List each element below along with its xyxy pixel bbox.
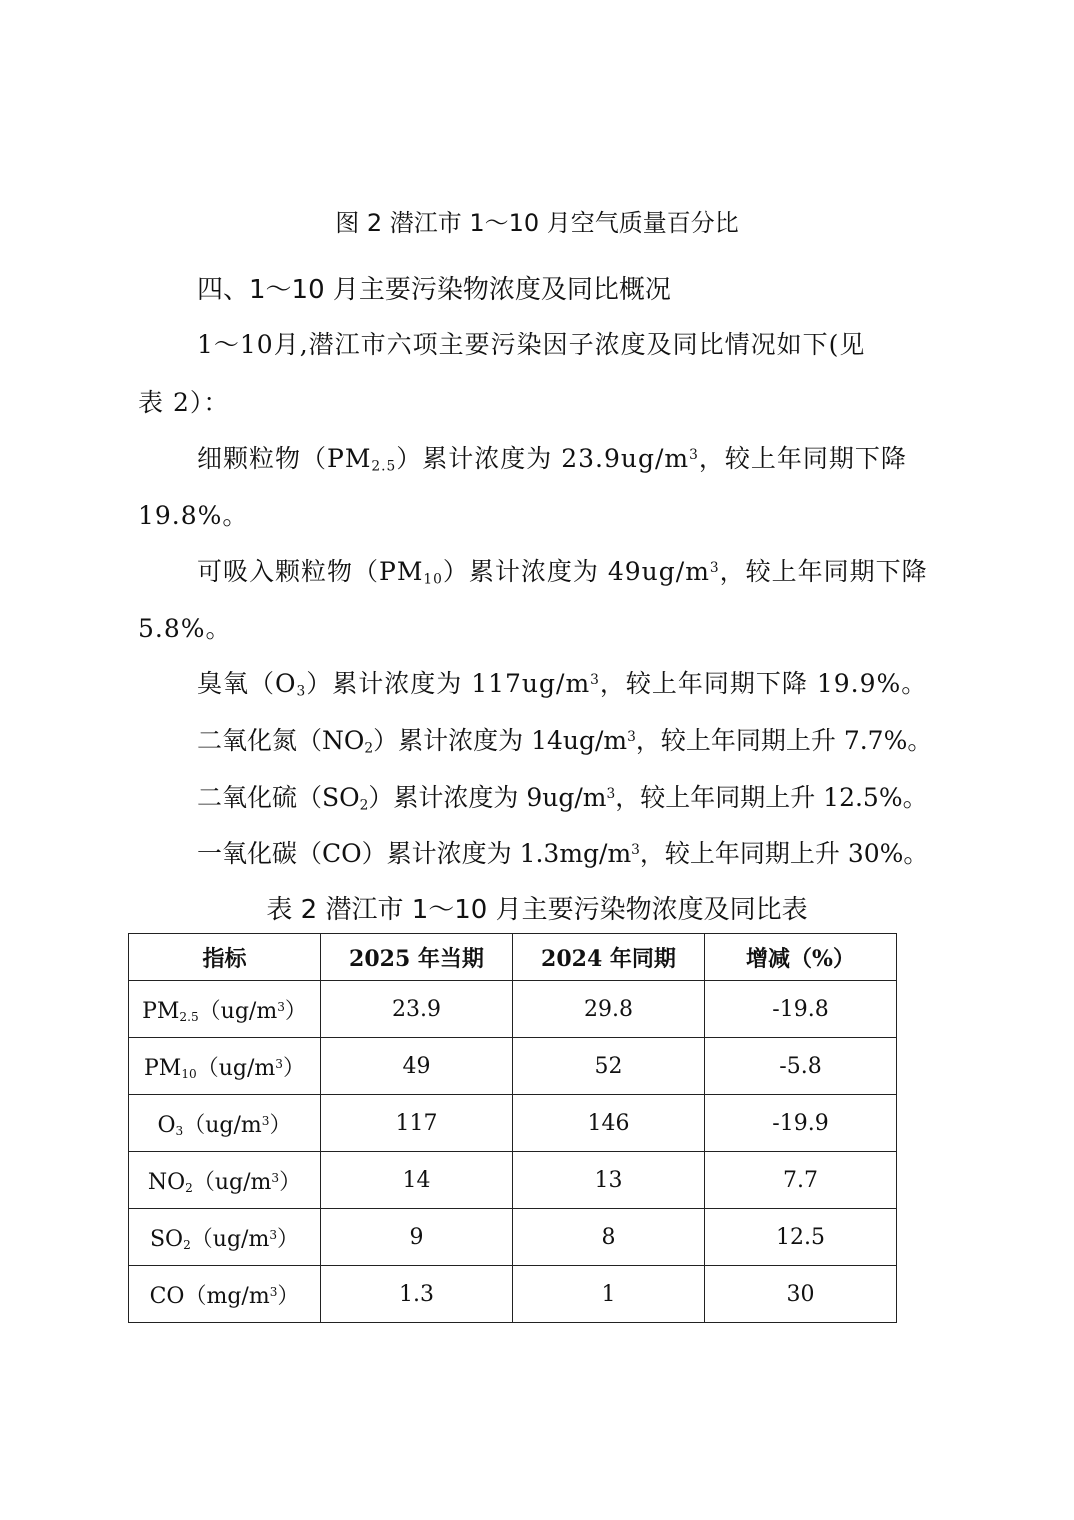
so2-middle: ）累计浓度为 9ug/m	[368, 783, 607, 812]
change-cell: 30	[705, 1266, 897, 1323]
so2-paragraph	[197, 778, 928, 814]
current-cell: 117	[321, 1095, 513, 1152]
pm25-sub: 2.5	[371, 458, 397, 475]
pm25-suffix: ，较上年同期下降	[698, 444, 907, 473]
figure-caption: 图 2 潜江市 1～10 月空气质量百分比	[335, 209, 739, 237]
pm25-prefix: 细颗粒物（PM	[197, 444, 372, 473]
o3-suffix: ，较上年同期下降 19.9%。	[599, 669, 928, 698]
current-cell: 1.3	[321, 1266, 513, 1323]
pm25-sup: 3	[689, 446, 699, 463]
pm10-suffix: ，较上年同期下降	[719, 557, 928, 586]
header-previous: 2024 年同期	[513, 934, 705, 981]
indicator-cell: $PM_{2.5}(ug/m^3)$	[129, 981, 321, 1038]
current-cell: 9	[321, 1209, 513, 1266]
change-cell: -5.8	[705, 1038, 897, 1095]
header-change: 增减（%）	[705, 934, 897, 981]
no2-suffix: ，较上年同期上升 7.7%。	[635, 726, 933, 755]
co-prefix: 一氧化碳（CO）累计浓度为 1.3mg/m	[197, 839, 632, 868]
so2-sub: 2	[359, 797, 369, 814]
previous-cell: 29.8	[513, 981, 705, 1038]
change-cell: -19.9	[705, 1095, 897, 1152]
o3-paragraph	[197, 664, 927, 700]
no2-sup: 3	[627, 728, 636, 745]
so2-sup: 3	[606, 785, 616, 802]
pm10-middle: ）累计浓度为 49ug/m	[442, 557, 710, 586]
no2-middle: ）累计浓度为 14ug/m	[373, 726, 628, 755]
change-cell: 12.5	[705, 1209, 897, 1266]
no2-prefix: 二氧化氮（NO	[197, 726, 365, 755]
pm10-sub: 10	[423, 571, 443, 588]
table-header-row	[129, 934, 897, 981]
header-current: 2025 年当期	[321, 934, 513, 981]
pm10-prefix: 可吸入颗粒物（PM	[197, 557, 424, 586]
previous-cell: 52	[513, 1038, 705, 1095]
o3-sub: 3	[296, 683, 307, 700]
current-cell: 49	[321, 1038, 513, 1095]
co-paragraph	[197, 834, 928, 870]
table-row	[129, 1038, 897, 1095]
no2-paragraph	[197, 721, 932, 757]
o3-prefix: 臭氧（O	[197, 669, 297, 698]
pm25-middle: ）累计浓度为 23.9ug/m	[396, 444, 690, 473]
intro-line-1: 1～10月,潜江市六项主要污染因子浓度及同比情况如下(见	[197, 330, 866, 359]
indicator-cell: $CO(mg/m^3)$	[129, 1266, 321, 1323]
indicator-cell: $PM_{10}(ug/m^3)$	[129, 1038, 321, 1095]
pm10-sup: 3	[709, 559, 720, 576]
previous-cell: 13	[513, 1152, 705, 1209]
so2-prefix: 二氧化硫（SO	[197, 783, 360, 812]
previous-cell: 1	[513, 1266, 705, 1323]
pm10-line-2: 5.8%。	[138, 614, 232, 643]
intro-line-2: 表 2）：	[138, 388, 230, 417]
pm10-paragraph	[197, 552, 928, 588]
table-row	[129, 1095, 897, 1152]
change-cell: -19.8	[705, 981, 897, 1038]
so2-suffix: ，较上年同期上升 12.5%。	[615, 783, 928, 812]
previous-cell: 8	[513, 1209, 705, 1266]
o3-middle: ）累计浓度为 117ug/m	[306, 669, 591, 698]
o3-sup: 3	[590, 671, 600, 688]
co-sup: 3	[631, 841, 640, 858]
pollutant-table	[128, 933, 897, 1323]
header-indicator: 指标	[129, 934, 321, 981]
table-row	[129, 1152, 897, 1209]
previous-cell: 146	[513, 1095, 705, 1152]
indicator-cell: $O_3(ug/m^3)$	[129, 1095, 321, 1152]
co-suffix: ，较上年同期上升 30%。	[639, 839, 929, 868]
current-cell: 14	[321, 1152, 513, 1209]
pm25-paragraph	[197, 439, 907, 475]
indicator-cell: $SO_2(ug/m^3)$	[129, 1209, 321, 1266]
indicator-cell: $NO_2(ug/m^3)$	[129, 1152, 321, 1209]
current-cell: 23.9	[321, 981, 513, 1038]
change-cell: 7.7	[705, 1152, 897, 1209]
table-row	[129, 981, 897, 1038]
table-caption: 表 2 潜江市 1～10 月主要污染物浓度及同比表	[266, 895, 808, 925]
section-heading: 四、1～10 月主要污染物浓度及同比概况	[197, 275, 671, 305]
no2-sub: 2	[364, 740, 374, 757]
pm25-line-2: 19.8%。	[138, 501, 249, 530]
table-row	[129, 1266, 897, 1323]
table-row	[129, 1209, 897, 1266]
